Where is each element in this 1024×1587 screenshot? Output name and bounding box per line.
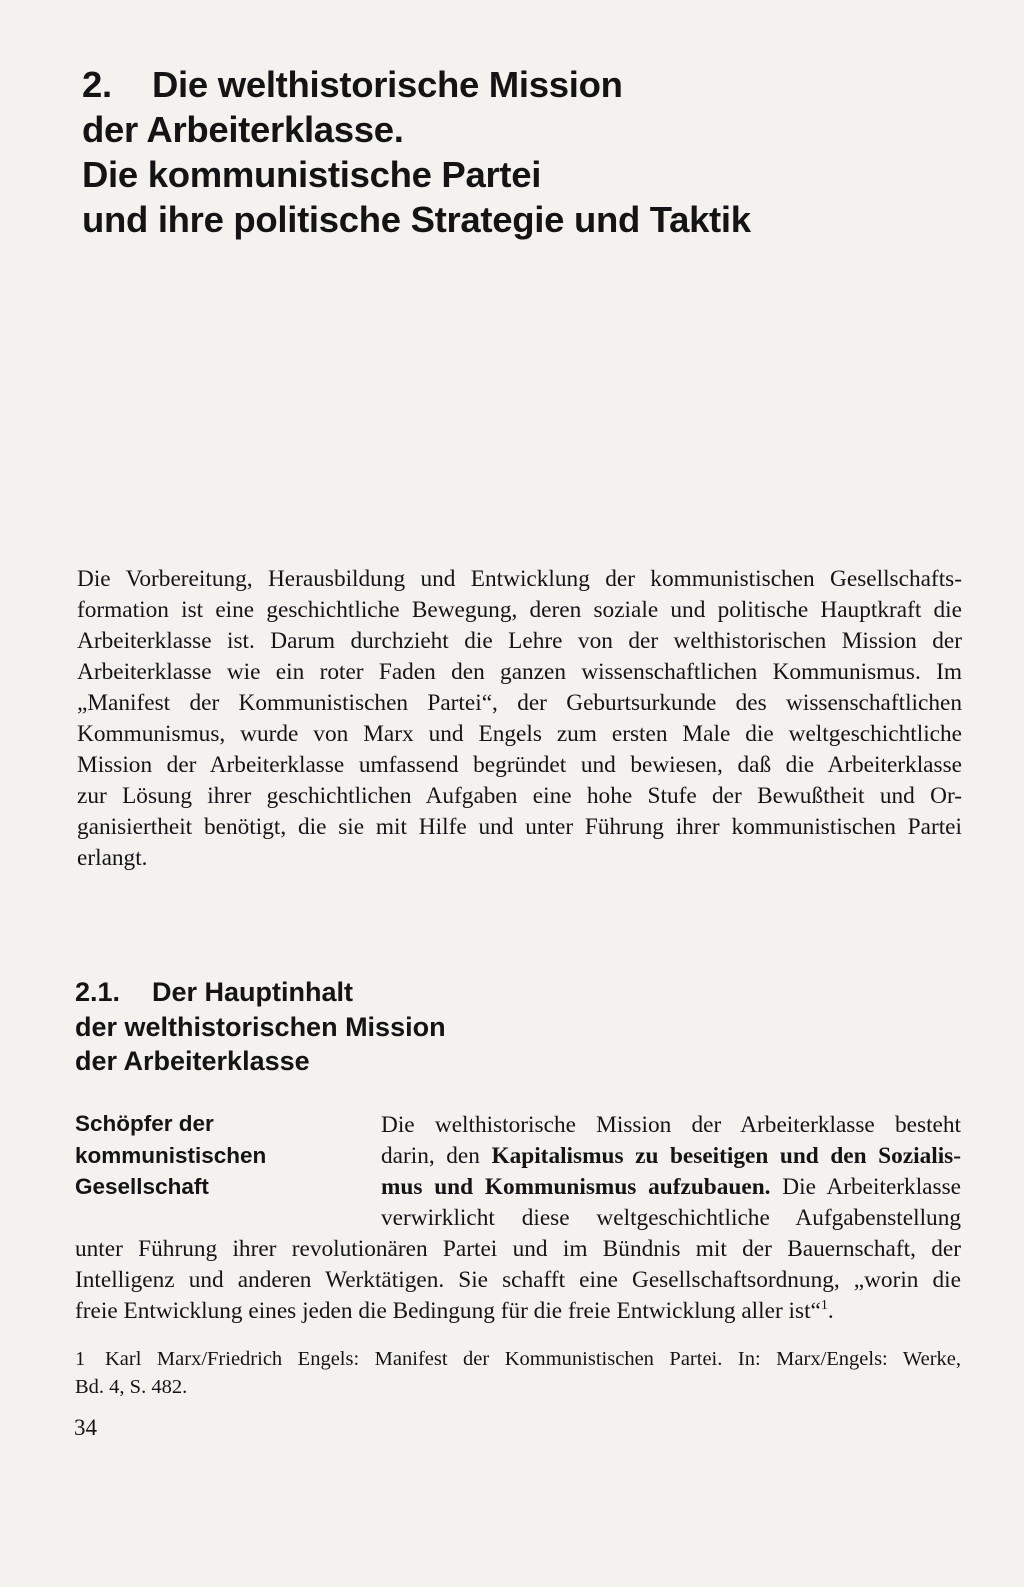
body-text: freie Entwicklung eines jeden die Bedingung für die freie Entwicklung aller ist“ [75,1298,821,1324]
section-title-line-3: der Arbeiterklasse [75,1046,310,1076]
intro-line: Arbeiterklasse ist. Darum durchzieht die Lehre von der welthistorischen Mission der [77,628,962,654]
body-line [75,1296,961,1327]
intro-line: Kommunismus, wurde von Marx und Engels zum ersten Male die weltgeschichtliche [77,721,962,747]
margin-heading-line: Gesellschaft [75,1174,209,1199]
body-text: Die Arbeiterklasse [770,1174,961,1200]
intro-line: Die Vorbereitung, Herausbildung und Entwicklung der kommunistischen Gesellschafts- [77,566,962,592]
intro-line: formation ist eine geschichtliche Bewegung, deren soziale und politische Hauptkraft die [77,597,962,623]
body-line: verwirklicht diese weltgeschichtliche Aufgabenstellung [381,1205,961,1231]
body-line: Intelligenz und anderen Werktätigen. Sie schafft eine Gesellschaftsordnung, „worin die [75,1267,961,1293]
body-line: unter Führung ihrer revolutionären Partei und im Bündnis mit der Bauernschaft, der [75,1236,961,1262]
intro-line: zur Lösung ihrer geschichtlichen Aufgaben eine hohe Stufe der Bewußtheit und Or- [77,783,962,809]
body-emphasis: Kapitalismus zu beseitigen und den Sozialis- [491,1143,961,1169]
body-line [381,1172,961,1203]
body-emphasis: mus und Kommunismus aufzubauen. [381,1174,771,1200]
body-text: darin, den [381,1143,492,1169]
chapter-title-line-3: Die kommunistische Partei [82,154,542,195]
page-number: 34 [74,1415,97,1440]
chapter-title-line-2: der Arbeiterklasse. [82,109,404,150]
intro-line: Mission der Arbeiterklasse umfassend begründet und bewiesen, daß die Arbeiterklasse [77,752,962,778]
footnote-line-1 [75,1345,961,1373]
body-line: Die welthistorische Mission der Arbeiterklasse besteht [381,1112,961,1138]
intro-line: ganisiertheit benötigt, die sie mit Hilfe und unter Führung ihrer kommunistischen Partei [77,814,962,840]
body-text: . [827,1298,834,1324]
footnote-line-2: Bd. 4, S. 482. [75,1376,188,1398]
chapter-heading-line-1 [82,62,942,107]
chapter-title-line-1: Die welthistorische Mission [152,64,623,105]
intro-paragraph [77,564,962,874]
margin-heading-line: Schöpfer der [75,1111,214,1136]
body-line [381,1141,961,1172]
footnote [75,1345,961,1401]
intro-line: „Manifest der Kommunistischen Partei“, der Geburtsurkunde des wissenschaftlichen [77,690,962,716]
chapter-heading [82,62,942,242]
section-heading [75,975,675,1079]
section-number: 2.1. [75,977,121,1007]
chapter-title-line-4: und ihre politische Strategie und Taktik [82,199,751,240]
margin-heading-line: kommunistischen [75,1142,267,1168]
footnote-text: Karl Marx/Friedrich Engels: Manifest der Kommunistischen Partei. In: Marx/Engels: Werke, [105,1348,961,1370]
intro-line: erlangt. [77,845,148,871]
footnote-number: 1 [75,1348,86,1370]
footnote-reference[interactable]: 1 [820,1298,828,1313]
body-paragraph [75,1110,961,1327]
section-heading-line-1 [75,975,675,1010]
chapter-number: 2. [82,64,112,105]
section-title-line-2: der welthistorischen Mission [75,1011,446,1042]
section-title-line-1: Der Hauptinhalt [152,977,354,1007]
intro-line: Arbeiterklasse wie ein roter Faden den ganzen wissenschaftlichen Kommunismus. Im [77,659,962,685]
